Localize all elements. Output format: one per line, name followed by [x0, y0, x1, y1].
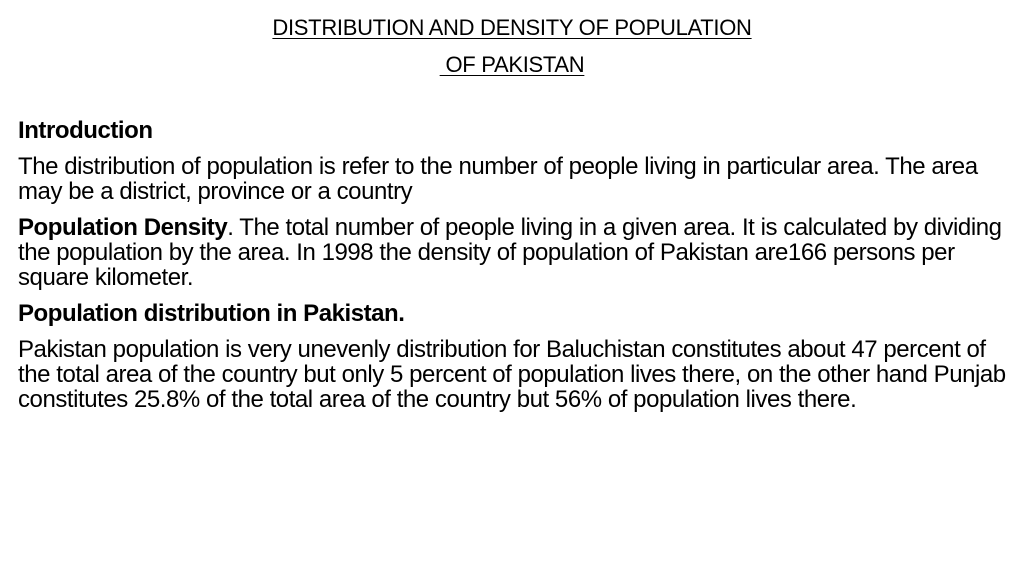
distribution-heading: Population distribution in Pakistan.: [18, 300, 405, 327]
introduction-heading: Introduction: [18, 117, 153, 144]
slide-body: [18, 118, 1013, 423]
title-line-2: OF PAKISTAN: [439, 52, 585, 77]
population-density-paragraph: [18, 215, 1013, 290]
population-density-term: Population Density: [18, 214, 228, 241]
title-line-1: DISTRIBUTION AND DENSITY OF POPULATION: [272, 15, 752, 40]
population-density-definition: . The total number of people living in a given area. It is calculated by dividing the population by the area. In 1998 the density of population of Pakistan are166 persons per square kilometer.: [18, 214, 1002, 291]
slide-title: [0, 9, 1024, 83]
distribution-paragraph: Pakistan population is very unevenly distribution for Baluchistan constitutes about 47 percent of the total area of the country but only 5 percent of population lives there, on the other hand Punjab constitutes 25.8% of the total area of the country but 56% of population lives there.: [18, 336, 1006, 413]
introduction-paragraph: The distribution of population is refer to the number of people living in particular area. The area may be a district, province or a country: [18, 153, 978, 205]
